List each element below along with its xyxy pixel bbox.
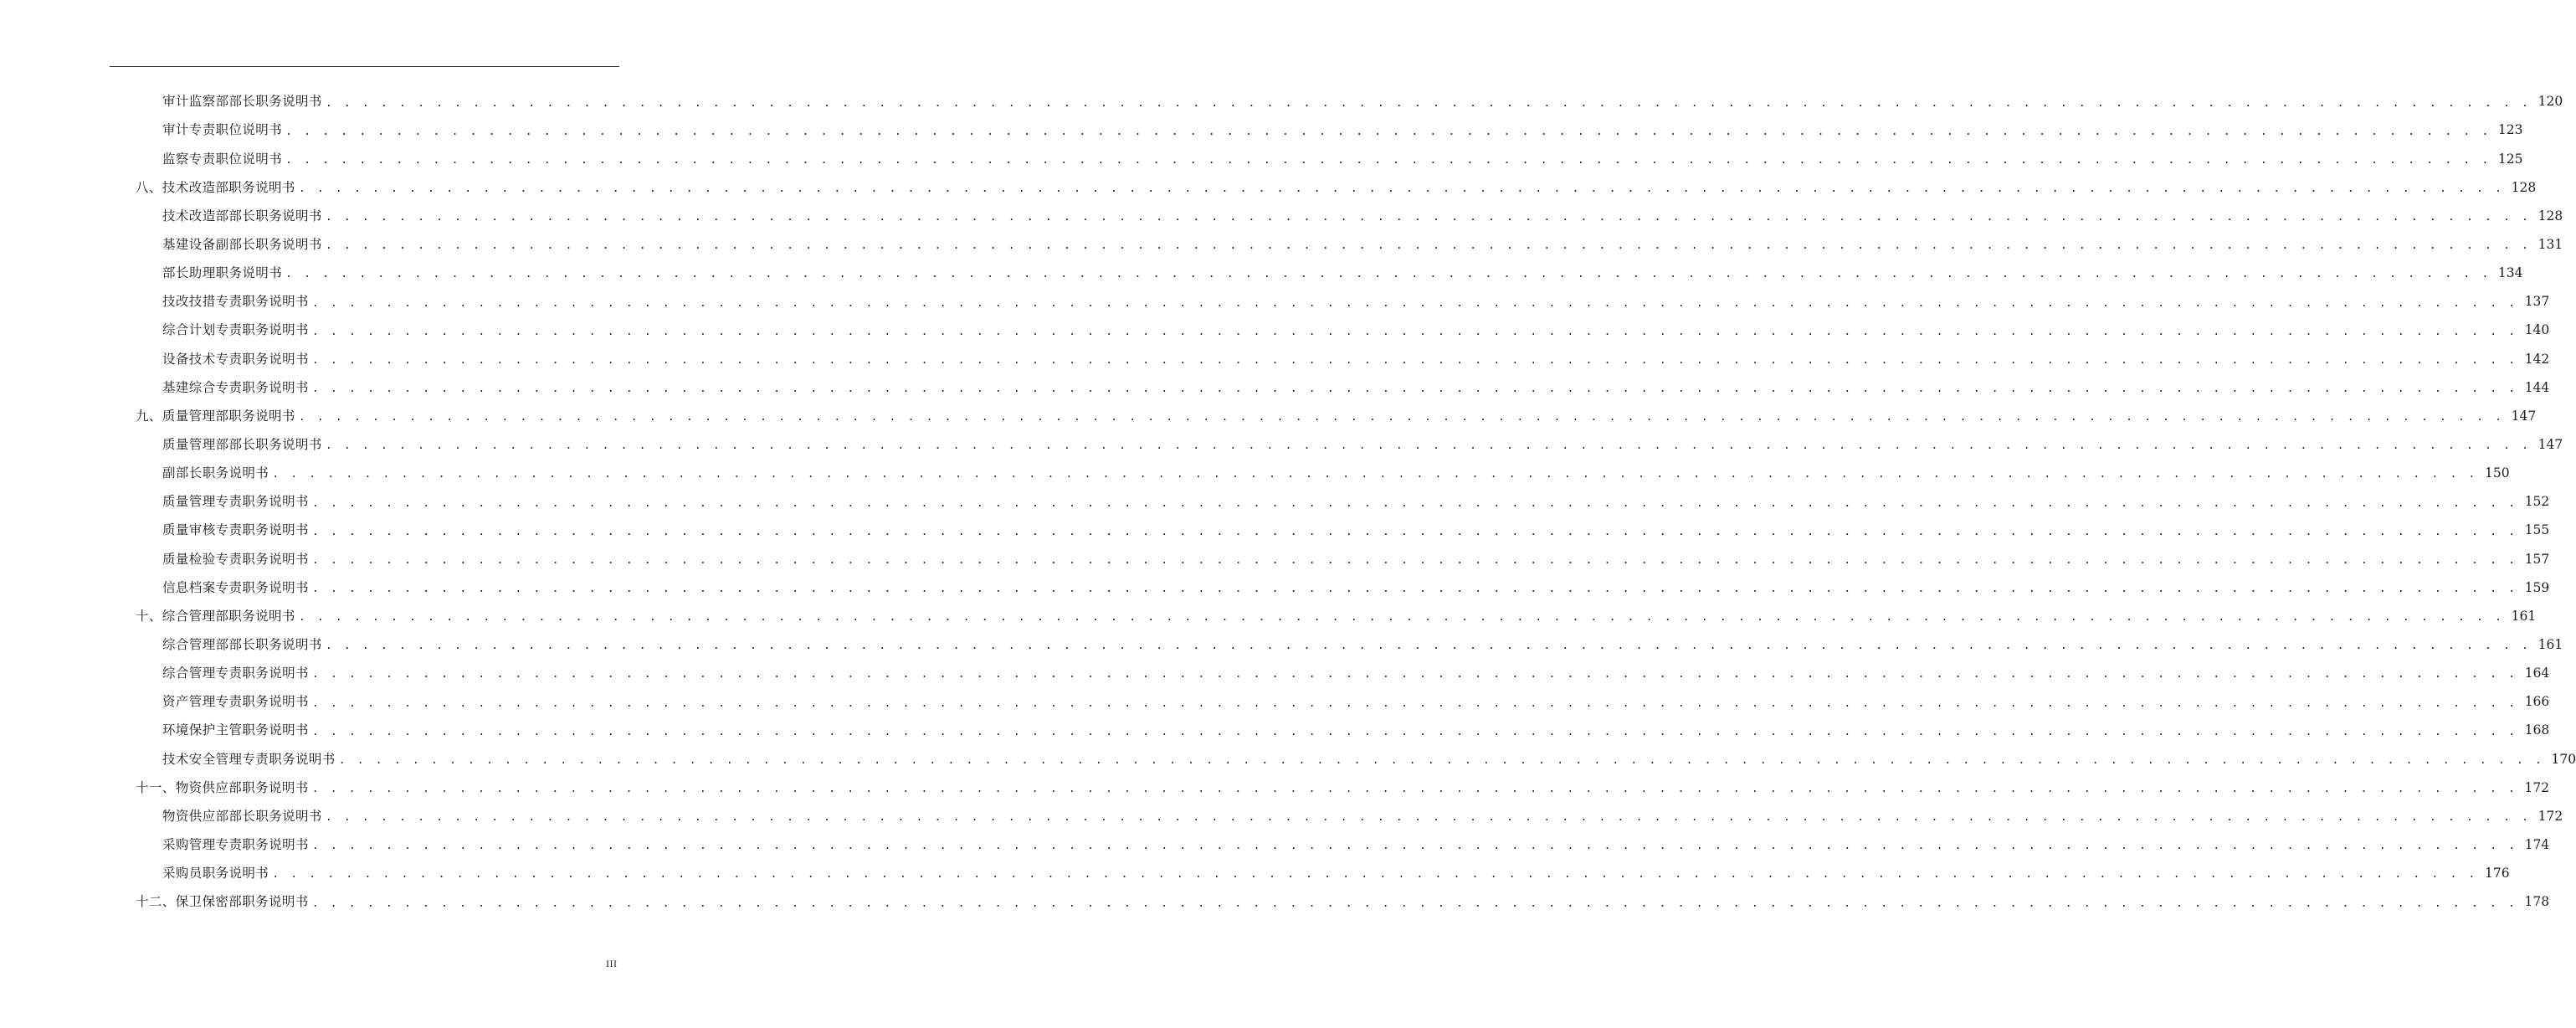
toc-subsection-entry[interactable] [0,88,2563,116]
toc-entry-page-number: 123 [2497,122,2523,138]
toc-section-entry[interactable] [0,403,2537,431]
toc-section-entry[interactable] [0,173,2537,202]
toc-dot-leader: . . . . . . . . . . . . . . . . . . . . . . . . . . . . . . . . . . . . . . . . . . . . . . . . . . . . . . . . . . . . . . . . . . . . . . . . . . . . . . . . . . . . . . . . . . . . . . . . . . . . . . . . . . . . . . . . . . . . . . . . [311,897,2518,910]
toc-dot-leader: . . . . . . . . . . . . . . . . . . . . . . . . . . . . . . . . . . . . . . . . . . . . . . . . . . . . . . . . . . . . . . . . . . . . . . . . . . . . . . . . . . . . . . . . . . . . . . . . . . . . . . . . . . . . . . . . . . . . . . . . [311,325,2518,338]
toc-entry-title: 质量管理专责职务说明书 [162,494,309,510]
toc-dot-leader: . . . . . . . . . . . . . . . . . . . . . . . . . . . . . . . . . . . . . . . . . . . . . . . . . . . . . . . . . . . . . . . . . . . . . . . . . . . . . . . . . . . . . . . . . . . . . . . . . . . . . . . . . . . . . . . . . . . . . . . . [272,868,2478,882]
toc-subsection-entry[interactable] [0,231,2563,260]
toc-dot-leader: . . . . . . . . . . . . . . . . . . . . . . . . . . . . . . . . . . . . . . . . . . . . . . . . . . . . . . . . . . . . . . . . . . . . . . . . . . . . . . . . . . . . . . . . . . . . . . . . . . . . . . . . . . . . . . . . . . . . . . . . [298,611,2505,625]
toc-entry-title: 部长助理职务说明书 [162,265,283,281]
toc-dot-leader: . . . . . . . . . . . . . . . . . . . . . . . . . . . . . . . . . . . . . . . . . . . . . . . . . . . . . . . . . . . . . . . . . . . . . . . . . . . . . . . . . . . . . . . . . . . . . . . . . . . . . . . . . . . . . . . . . . . . . . . . [285,268,2491,281]
toc-entry-title: 审计监察部部长职务说明书 [162,94,322,110]
toc-entry-title: 采购管理专责职务说明书 [162,836,309,852]
toc-entry-page-number: 178 [2524,894,2550,910]
header-rule [110,66,619,67]
toc-entry-title: 基建设备副部长职务说明书 [162,237,322,253]
toc-dot-leader: . . . . . . . . . . . . . . . . . . . . . . . . . . . . . . . . . . . . . . . . . . . . . . . . . . . . . . . . . . . . . . . . . . . . . . . . . . . . . . . . . . . . . . . . . . . . . . . . . . . . . . . . . . . . . . . . . . . . . . . . [311,525,2518,538]
toc-entry-title: 综合管理部部长职务说明书 [162,636,322,652]
toc-entry-title: 十一、物资供应部职务说明书 [136,779,309,795]
toc-entry-page-number: 155 [2524,522,2550,538]
toc-entry-title: 质量审核专责职务说明书 [162,522,309,538]
toc-subsection-entry[interactable] [0,145,2523,173]
toc-dot-leader: . . . . . . . . . . . . . . . . . . . . . . . . . . . . . . . . . . . . . . . . . . . . . . . . . . . . . . . . . . . . . . . . . . . . . . . . . . . . . . . . . . . . . . . . . . . . . . . . . . . . . . . . . . . . . . . . . . . . . . . . [311,582,2518,595]
toc-entry-page-number: 140 [2524,322,2550,338]
toc-subsection-entry[interactable] [0,631,2563,660]
toc-section-entry[interactable] [0,774,2550,802]
toc-entry-title: 九、质量管理部职务说明书 [136,408,295,424]
toc-entry-page-number: 150 [2484,465,2510,481]
toc-dot-leader: . . . . . . . . . . . . . . . . . . . . . . . . . . . . . . . . . . . . . . . . . . . . . . . . . . . . . . . . . . . . . . . . . . . . . . . . . . . . . . . . . . . . . . . . . . . . . . . . . . . . . . . . . . . . . . . . . . . . . . . . [325,239,2532,253]
toc-dot-leader: . . . . . . . . . . . . . . . . . . . . . . . . . . . . . . . . . . . . . . . . . . . . . . . . . . . . . . . . . . . . . . . . . . . . . . . . . . . . . . . . . . . . . . . . . . . . . . . . . . . . . . . . . . . . . . . . . . . . . . . . [325,211,2532,224]
toc-entry-title: 环境保护主管职务说明书 [162,722,309,738]
toc-entry-title: 基建综合专责职务说明书 [162,379,309,395]
toc-entry-page-number: 152 [2524,494,2550,510]
toc-entry-title: 综合计划专责职务说明书 [162,322,309,338]
toc-entry-page-number: 125 [2497,151,2523,167]
toc-entry-page-number: 142 [2524,351,2550,367]
toc-dot-leader: . . . . . . . . . . . . . . . . . . . . . . . . . . . . . . . . . . . . . . . . . . . . . . . . . . . . . . . . . . . . . . . . . . . . . . . . . . . . . . . . . . . . . . . . . . . . . . . . . . . . . . . . . . . . . . . . . . . . . . . . [311,782,2518,795]
toc-entry-title: 审计专责职位说明书 [162,122,283,138]
toc-dot-leader: . . . . . . . . . . . . . . . . . . . . . . . . . . . . . . . . . . . . . . . . . . . . . . . . . . . . . . . . . . . . . . . . . . . . . . . . . . . . . . . . . . . . . . . . . . . . . . . . . . . . . . . . . . . . . . . . . . . . . . . . [311,353,2518,367]
table-of-contents [0,88,2576,917]
toc-entry-page-number: 172 [2524,779,2550,795]
toc-entry-page-number: 164 [2524,666,2550,681]
toc-subsection-entry[interactable] [0,803,2563,831]
toc-entry-title: 资产管理专责职务说明书 [162,694,309,710]
toc-entry-page-number: 137 [2524,294,2550,310]
toc-entry-page-number: 168 [2524,722,2550,738]
toc-entry-page-number: 172 [2538,808,2563,824]
toc-dot-leader: . . . . . . . . . . . . . . . . . . . . . . . . . . . . . . . . . . . . . . . . . . . . . . . . . . . . . . . . . . . . . . . . . . . . . . . . . . . . . . . . . . . . . . . . . . . . . . . . . . . . . . . . . . . . . . . . . . . . . . . . [298,182,2505,195]
toc-subsection-entry[interactable] [0,688,2550,717]
toc-entry-page-number: 166 [2524,694,2550,710]
toc-subsection-entry[interactable] [0,288,2550,316]
toc-entry-page-number: 144 [2524,379,2550,395]
footer-page-number: III [606,958,618,969]
toc-dot-leader: . . . . . . . . . . . . . . . . . . . . . . . . . . . . . . . . . . . . . . . . . . . . . . . . . . . . . . . . . . . . . . . . . . . . . . . . . . . . . . . . . . . . . . . . . . . . . . . . . . . . . . . . . . . . . . . . . . . . . . . . [325,96,2532,110]
toc-section-entry[interactable] [0,888,2550,917]
toc-entry-title: 设备技术专责职务说明书 [162,351,309,367]
toc-dot-leader: . . . . . . . . . . . . . . . . . . . . . . . . . . . . . . . . . . . . . . . . . . . . . . . . . . . . . . . . . . . . . . . . . . . . . . . . . . . . . . . . . . . . . . . . . . . . . . . . . . . . . . . . . . . . . . . . . . . . . . . . [325,811,2532,825]
toc-entry-page-number: 147 [2538,437,2563,452]
toc-dot-leader: . . . . . . . . . . . . . . . . . . . . . . . . . . . . . . . . . . . . . . . . . . . . . . . . . . . . . . . . . . . . . . . . . . . . . . . . . . . . . . . . . . . . . . . . . . . . . . . . . . . . . . . . . . . . . . . . . . . . . . . . [311,496,2518,510]
toc-subsection-entry[interactable] [0,573,2550,602]
toc-subsection-entry[interactable] [0,660,2550,688]
toc-subsection-entry[interactable] [0,545,2550,573]
toc-subsection-entry[interactable] [0,831,2550,860]
toc-subsection-entry[interactable] [0,345,2550,373]
toc-entry-page-number: 147 [2511,408,2537,424]
toc-entry-page-number: 120 [2538,94,2563,110]
toc-subsection-entry[interactable] [0,460,2510,488]
toc-dot-leader: . . . . . . . . . . . . . . . . . . . . . . . . . . . . . . . . . . . . . . . . . . . . . . . . . . . . . . . . . . . . . . . . . . . . . . . . . . . . . . . . . . . . . . . . . . . . . . . . . . . . . . . . . . . . . . . . . . . . . . . . [325,640,2532,653]
toc-entry-title: 技改技措专责职务说明书 [162,294,309,310]
toc-section-entry[interactable] [0,603,2537,631]
toc-entry-page-number: 134 [2497,265,2523,281]
toc-entry-title: 技术改造部部长职务说明书 [162,208,322,224]
toc-dot-leader: . . . . . . . . . . . . . . . . . . . . . . . . . . . . . . . . . . . . . . . . . . . . . . . . . . . . . . . . . . . . . . . . . . . . . . . . . . . . . . . . . . . . . . . . . . . . . . . . . . . . . . . . . . . . . . . . . . . . . . . . [285,153,2491,167]
toc-dot-leader: . . . . . . . . . . . . . . . . . . . . . . . . . . . . . . . . . . . . . . . . . . . . . . . . . . . . . . . . . . . . . . . . . . . . . . . . . . . . . . . . . . . . . . . . . . . . . . . . . . . . . . . . . . . . . . . . . . . . . . . . [311,840,2518,853]
toc-entry-title: 采购员职务说明书 [162,866,269,882]
toc-entry-page-number: 161 [2511,608,2537,624]
toc-entry-page-number: 161 [2538,636,2563,652]
toc-entry-page-number: 128 [2538,208,2563,224]
toc-dot-leader: . . . . . . . . . . . . . . . . . . . . . . . . . . . . . . . . . . . . . . . . . . . . . . . . . . . . . . . . . . . . . . . . . . . . . . . . . . . . . . . . . . . . . . . . . . . . . . . . . . . . . . . . . . . . . . . . . . . . . . . . [311,553,2518,567]
toc-entry-title: 综合管理专责职务说明书 [162,666,309,681]
toc-entry-title: 八、技术改造部职务说明书 [136,179,295,195]
toc-entry-page-number: 176 [2484,866,2510,882]
toc-subsection-entry[interactable] [0,203,2563,231]
toc-dot-leader: . . . . . . . . . . . . . . . . . . . . . . . . . . . . . . . . . . . . . . . . . . . . . . . . . . . . . . . . . . . . . . . . . . . . . . . . . . . . . . . . . . . . . . . . . . . . . . . . . . . . . . . . . . . . . . . . . . . . . . . . [325,439,2532,453]
toc-entry-page-number: 170 [2551,751,2576,767]
toc-entry-page-number: 159 [2524,579,2550,595]
toc-subsection-entry[interactable] [0,860,2510,888]
toc-subsection-entry[interactable] [0,717,2550,745]
toc-entry-title: 监察专责职位说明书 [162,151,283,167]
toc-dot-leader: . . . . . . . . . . . . . . . . . . . . . . . . . . . . . . . . . . . . . . . . . . . . . . . . . . . . . . . . . . . . . . . . . . . . . . . . . . . . . . . . . . . . . . . . . . . . . . . . . . . . . . . . . . . . . . . . . . . . . . . . [338,753,2545,767]
toc-dot-leader: . . . . . . . . . . . . . . . . . . . . . . . . . . . . . . . . . . . . . . . . . . . . . . . . . . . . . . . . . . . . . . . . . . . . . . . . . . . . . . . . . . . . . . . . . . . . . . . . . . . . . . . . . . . . . . . . . . . . . . . . [311,382,2518,395]
toc-entry-title: 十二、保卫保密部职务说明书 [136,894,309,910]
toc-entry-page-number: 131 [2538,237,2563,253]
toc-subsection-entry[interactable] [0,116,2523,145]
toc-dot-leader: . . . . . . . . . . . . . . . . . . . . . . . . . . . . . . . . . . . . . . . . . . . . . . . . . . . . . . . . . . . . . . . . . . . . . . . . . . . . . . . . . . . . . . . . . . . . . . . . . . . . . . . . . . . . . . . . . . . . . . . . [285,125,2491,138]
toc-entry-title: 信息档案专责职务说明书 [162,579,309,595]
toc-entry-page-number: 174 [2524,836,2550,852]
toc-dot-leader: . . . . . . . . . . . . . . . . . . . . . . . . . . . . . . . . . . . . . . . . . . . . . . . . . . . . . . . . . . . . . . . . . . . . . . . . . . . . . . . . . . . . . . . . . . . . . . . . . . . . . . . . . . . . . . . . . . . . . . . . [272,468,2478,481]
toc-entry-title: 技术安全管理专责职务说明书 [162,751,336,767]
toc-entry-page-number: 157 [2524,551,2550,567]
toc-dot-leader: . . . . . . . . . . . . . . . . . . . . . . . . . . . . . . . . . . . . . . . . . . . . . . . . . . . . . . . . . . . . . . . . . . . . . . . . . . . . . . . . . . . . . . . . . . . . . . . . . . . . . . . . . . . . . . . . . . . . . . . . [311,668,2518,681]
toc-entry-title: 质量检验专责职务说明书 [162,551,309,567]
toc-dot-leader: . . . . . . . . . . . . . . . . . . . . . . . . . . . . . . . . . . . . . . . . . . . . . . . . . . . . . . . . . . . . . . . . . . . . . . . . . . . . . . . . . . . . . . . . . . . . . . . . . . . . . . . . . . . . . . . . . . . . . . . . [311,696,2518,710]
toc-entry-title: 质量管理部部长职务说明书 [162,437,322,452]
toc-dot-leader: . . . . . . . . . . . . . . . . . . . . . . . . . . . . . . . . . . . . . . . . . . . . . . . . . . . . . . . . . . . . . . . . . . . . . . . . . . . . . . . . . . . . . . . . . . . . . . . . . . . . . . . . . . . . . . . . . . . . . . . . [311,725,2518,738]
toc-dot-leader: . . . . . . . . . . . . . . . . . . . . . . . . . . . . . . . . . . . . . . . . . . . . . . . . . . . . . . . . . . . . . . . . . . . . . . . . . . . . . . . . . . . . . . . . . . . . . . . . . . . . . . . . . . . . . . . . . . . . . . . . [311,296,2518,310]
toc-entry-page-number: 128 [2511,179,2537,195]
toc-subsection-entry[interactable] [0,488,2550,517]
toc-entry-title: 物资供应部部长职务说明书 [162,808,322,824]
toc-subsection-entry[interactable] [0,517,2550,545]
toc-entry-title: 副部长职务说明书 [162,465,269,481]
toc-dot-leader: . . . . . . . . . . . . . . . . . . . . . . . . . . . . . . . . . . . . . . . . . . . . . . . . . . . . . . . . . . . . . . . . . . . . . . . . . . . . . . . . . . . . . . . . . . . . . . . . . . . . . . . . . . . . . . . . . . . . . . . . [298,411,2505,424]
toc-subsection-entry[interactable] [0,745,2576,774]
toc-entry-title: 十、综合管理部职务说明书 [136,608,295,624]
toc-subsection-entry[interactable] [0,373,2550,402]
toc-subsection-entry[interactable] [0,260,2523,288]
toc-subsection-entry[interactable] [0,316,2550,345]
toc-subsection-entry[interactable] [0,431,2563,460]
